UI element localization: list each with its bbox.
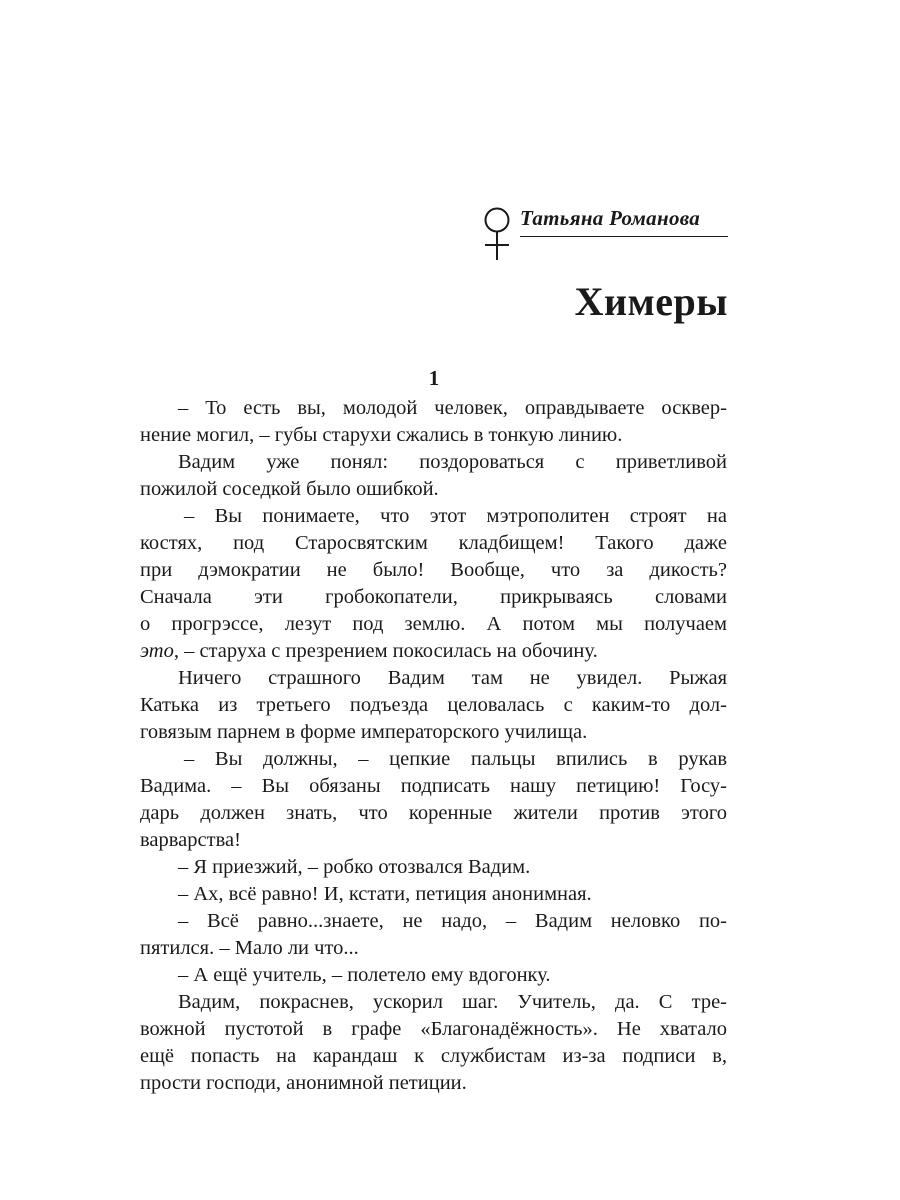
- text-line: говязым парнем в форме императорского училища.: [140, 721, 588, 743]
- text-line: костях, под Старосвятским кладбищем! Такого даже: [140, 532, 727, 554]
- text-line: Сначала эти гробокопатели, прикрываясь словами: [140, 586, 727, 608]
- text-line: – Всё равно...знаете, не надо, – Вадим неловко по-: [178, 910, 727, 932]
- text-line: ещё попасть на карандаш к службистам из-за подписи в,: [140, 1045, 727, 1067]
- text-fragment: , – старуха с презрением покосилась на обочину.: [173, 640, 598, 662]
- text-line: при дэмократии не было! Вообще, что за дикость?: [140, 559, 727, 581]
- text-line: Вадим, покраснев, ускорил шаг. Учитель, да. С тре-: [178, 991, 727, 1013]
- text-line: – Вы понимаете, что этот мэтрополитен строят на: [184, 505, 727, 527]
- text-line: Вадим уже понял: поздороваться с приветливой: [178, 451, 727, 473]
- text-line: – Вы должны, – цепкие пальцы впились в рукав: [184, 748, 727, 770]
- author-underline: [520, 236, 728, 237]
- text-line: Ничего страшного Вадим там не увидел. Рыжая: [178, 667, 727, 689]
- text-line: [140, 638, 727, 665]
- author-name: Татьяна Романова: [520, 206, 701, 230]
- text-line: вожной пустотой в графе «Благонадёжность». Не хватало: [140, 1018, 727, 1040]
- text-line: Вадима. – Вы обязаны подписать нашу петицию! Госу-: [140, 775, 727, 797]
- text-line: – Ах, всё равно! И, кстати, петиция анонимная.: [178, 883, 592, 905]
- text-line: о прогрэссе, лезут под землю. А потом мы получаем: [140, 613, 727, 635]
- chapter-number: 1: [428, 366, 440, 390]
- emphasized-word: это: [140, 640, 174, 662]
- text-line: пятился. – Мало ли что...: [140, 937, 359, 959]
- text-line: варварства!: [140, 829, 241, 851]
- text-line: дарь должен знать, что коренные жители против этого: [140, 802, 727, 824]
- story-text: [140, 395, 727, 1097]
- text-line: прости господи, анонимной петиции.: [140, 1072, 467, 1094]
- text-line: – То есть вы, молодой человек, оправдываете осквер-: [178, 397, 727, 419]
- story-title: Химеры: [574, 279, 728, 324]
- text-line: – Я приезжий, – робко отозвался Вадим.: [178, 856, 531, 878]
- author-block: [480, 203, 728, 263]
- text-line: Катька из третьего подъезда целовалась с каким-то дол-: [140, 694, 727, 716]
- text-line: – А ещё учитель, – полетело ему вдогонку.: [178, 964, 551, 986]
- text-line: пожилой соседкой было ошибкой.: [140, 478, 439, 500]
- venus-icon: [480, 203, 514, 263]
- text-line: нение могил, – губы старухи сжались в тонкую линию.: [140, 424, 623, 446]
